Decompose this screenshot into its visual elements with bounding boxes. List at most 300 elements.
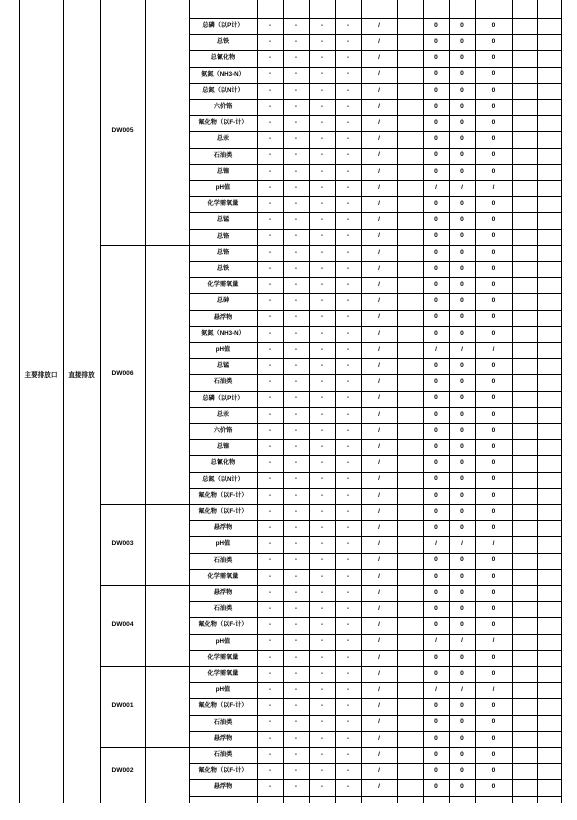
value-cell: [537, 553, 561, 569]
row-divider: [189, 245, 561, 246]
value-cell: 0: [460, 232, 464, 240]
row-divider: [189, 423, 561, 424]
value-cell: 0: [434, 442, 438, 450]
value-cell: -: [346, 734, 350, 742]
value-cell: 0: [460, 459, 464, 467]
value-cell: [537, 455, 561, 471]
value-cell: [537, 650, 561, 666]
parameter-name-cell: 总铁: [216, 38, 230, 46]
parameter-name-cell: 总镍: [216, 443, 230, 451]
discharge-mode-cell: 直接排放: [68, 371, 95, 379]
value-cell: -: [268, 491, 272, 499]
value-cell: [512, 682, 537, 698]
value-cell: /: [378, 766, 380, 774]
value-cell: 0: [491, 232, 496, 240]
value-cell: [537, 67, 561, 83]
value-cell: /: [492, 637, 495, 645]
value-cell: [397, 504, 423, 520]
value-cell: 0: [460, 151, 464, 159]
value-cell: -: [346, 783, 350, 791]
value-cell: 0: [491, 70, 496, 78]
value-cell: -: [268, 426, 272, 434]
value-cell: -: [320, 604, 324, 612]
value-cell: -: [320, 426, 324, 434]
value-cell: -: [346, 523, 350, 531]
value-cell: 0: [460, 167, 464, 175]
value-cell: 0: [434, 653, 438, 661]
value-cell: /: [378, 783, 380, 791]
value-cell: -: [320, 54, 324, 62]
value-cell: 0: [460, 702, 464, 710]
value-cell: [397, 34, 423, 50]
value-cell: 0: [460, 118, 464, 126]
value-cell: -: [268, 280, 272, 288]
value-cell: -: [294, 718, 298, 726]
value-cell: 0: [491, 588, 496, 596]
value-cell: [397, 601, 423, 617]
value-cell: -: [346, 621, 350, 629]
column-divider: [475, 0, 476, 803]
value-cell: -: [320, 232, 324, 240]
value-cell: [397, 472, 423, 488]
value-cell: 0: [434, 750, 438, 758]
value-cell: [397, 83, 423, 99]
value-cell: 0: [460, 37, 464, 45]
value-cell: [512, 342, 537, 358]
value-cell: [397, 569, 423, 585]
value-cell: 0: [434, 669, 438, 677]
value-cell: 0: [434, 572, 438, 580]
value-cell: 0: [491, 766, 496, 774]
parameter-name-cell: 悬浮物: [213, 313, 233, 321]
value-cell: -: [294, 459, 298, 467]
row-divider: [189, 310, 561, 311]
value-cell: [512, 196, 537, 212]
value-cell: 0: [491, 426, 496, 434]
value-cell: [537, 472, 561, 488]
value-cell: 0: [434, 394, 438, 402]
column-divider: [361, 0, 362, 803]
value-cell: [512, 520, 537, 536]
value-cell: /: [378, 135, 380, 143]
value-cell: -: [346, 475, 350, 483]
value-cell: [397, 747, 423, 763]
value-cell: [512, 148, 537, 164]
value-cell: -: [294, 540, 298, 548]
value-cell: [512, 617, 537, 633]
value-cell: 0: [434, 102, 438, 110]
value-cell: 0: [460, 475, 464, 483]
row-divider: [189, 617, 561, 618]
parameter-name-cell: pH值: [215, 686, 231, 694]
value-cell: [512, 423, 537, 439]
value-cell: 0: [434, 329, 438, 337]
value-cell: 0: [460, 248, 464, 256]
value-cell: [397, 779, 423, 795]
value-cell: 0: [491, 572, 496, 580]
value-cell: -: [268, 621, 272, 629]
value-cell: /: [378, 637, 380, 645]
value-cell: 0: [491, 783, 496, 791]
row-divider: [189, 229, 561, 230]
value-cell: /: [378, 183, 380, 191]
value-cell: -: [346, 70, 350, 78]
parameter-name-cell: 化学需氧量: [207, 281, 239, 289]
value-cell: [397, 731, 423, 747]
column-divider: [512, 0, 513, 803]
value-cell: [397, 131, 423, 147]
value-cell: [537, 536, 561, 552]
value-cell: -: [320, 151, 324, 159]
value-cell: -: [294, 151, 298, 159]
value-cell: 0: [491, 734, 496, 742]
value-cell: -: [294, 264, 298, 272]
value-cell: [512, 99, 537, 115]
row-divider: [189, 34, 561, 35]
parameter-name-cell: 氟化物（以F-计）: [198, 621, 248, 629]
value-cell: 0: [434, 604, 438, 612]
outlet-id-cell: DW001: [111, 702, 134, 710]
parameter-name-cell: pH值: [215, 183, 231, 191]
value-cell: /: [378, 621, 380, 629]
value-cell: /: [378, 459, 380, 467]
value-cell: [512, 18, 537, 34]
value-cell: [512, 747, 537, 763]
value-cell: [512, 326, 537, 342]
value-cell: [537, 779, 561, 795]
column-divider: [423, 0, 424, 803]
value-cell: [537, 617, 561, 633]
value-cell: -: [268, 783, 272, 791]
value-cell: 0: [434, 135, 438, 143]
value-cell: -: [346, 669, 350, 677]
value-cell: -: [320, 199, 324, 207]
row-divider: [189, 374, 561, 375]
value-cell: 0: [434, 248, 438, 256]
value-cell: -: [294, 734, 298, 742]
value-cell: 0: [460, 783, 464, 791]
value-cell: /: [378, 232, 380, 240]
value-cell: -: [268, 264, 272, 272]
value-cell: -: [320, 556, 324, 564]
value-cell: 0: [491, 216, 496, 224]
value-cell: -: [294, 70, 298, 78]
value-cell: -: [346, 394, 350, 402]
value-cell: -: [320, 297, 324, 305]
value-cell: -: [294, 685, 298, 693]
value-cell: [537, 682, 561, 698]
value-cell: /: [378, 151, 380, 159]
value-cell: /: [378, 507, 380, 515]
value-cell: -: [346, 86, 350, 94]
value-cell: [512, 536, 537, 552]
value-cell: 0: [491, 523, 496, 531]
parameter-name-cell: pH值: [215, 540, 231, 548]
parameter-name-cell: 氟化物（以F-计）: [198, 767, 248, 775]
value-cell: -: [346, 702, 350, 710]
value-cell: /: [378, 345, 380, 353]
value-cell: -: [320, 118, 324, 126]
value-cell: -: [320, 378, 324, 386]
value-cell: -: [268, 54, 272, 62]
parameter-name-cell: 总汞: [216, 135, 230, 143]
value-cell: 0: [434, 491, 438, 499]
value-cell: /: [378, 264, 380, 272]
row-divider: [189, 18, 561, 19]
value-cell: [397, 698, 423, 714]
value-cell: [512, 261, 537, 277]
value-cell: -: [320, 588, 324, 596]
value-cell: [537, 747, 561, 763]
value-cell: [537, 18, 561, 34]
value-cell: -: [346, 329, 350, 337]
value-cell: 0: [434, 378, 438, 386]
value-cell: -: [268, 167, 272, 175]
parameter-name-cell: 总铁: [216, 264, 230, 272]
value-cell: 0: [460, 378, 464, 386]
parameter-name-cell: 石油类: [213, 750, 233, 758]
value-cell: [512, 715, 537, 731]
value-cell: -: [268, 702, 272, 710]
value-cell: -: [320, 685, 324, 693]
value-cell: -: [320, 507, 324, 515]
value-cell: [537, 164, 561, 180]
value-cell: 0: [434, 232, 438, 240]
value-cell: -: [320, 280, 324, 288]
row-divider: [189, 731, 561, 732]
value-cell: -: [268, 199, 272, 207]
value-cell: [397, 148, 423, 164]
value-cell: -: [294, 394, 298, 402]
value-cell: [537, 83, 561, 99]
value-cell: 0: [460, 329, 464, 337]
value-cell: -: [320, 167, 324, 175]
value-cell: -: [320, 70, 324, 78]
column-divider: [145, 0, 146, 803]
value-cell: -: [346, 685, 350, 693]
value-cell: 0: [434, 523, 438, 531]
value-cell: 0: [460, 507, 464, 515]
value-cell: -: [294, 702, 298, 710]
value-cell: /: [378, 491, 380, 499]
value-cell: [512, 67, 537, 83]
value-cell: 0: [460, 21, 464, 29]
value-cell: [397, 407, 423, 423]
value-cell: 0: [491, 248, 496, 256]
value-cell: -: [320, 766, 324, 774]
value-cell: [537, 488, 561, 504]
value-cell: -: [294, 21, 298, 29]
row-divider: [189, 67, 561, 68]
row-divider: [189, 634, 561, 635]
value-cell: [537, 585, 561, 601]
value-cell: [537, 115, 561, 131]
value-cell: -: [268, 459, 272, 467]
value-cell: /: [378, 37, 380, 45]
value-cell: -: [294, 442, 298, 450]
value-cell: 0: [491, 167, 496, 175]
value-cell: 0: [491, 297, 496, 305]
value-cell: 0: [460, 442, 464, 450]
value-cell: [397, 374, 423, 390]
value-cell: -: [320, 459, 324, 467]
value-cell: [512, 455, 537, 471]
value-cell: [537, 698, 561, 714]
value-cell: 0: [434, 151, 438, 159]
value-cell: 0: [491, 151, 496, 159]
value-cell: -: [346, 232, 350, 240]
value-cell: [512, 779, 537, 795]
value-cell: [397, 50, 423, 66]
value-cell: -: [346, 151, 350, 159]
value-cell: -: [268, 232, 272, 240]
value-cell: -: [268, 750, 272, 758]
value-cell: -: [268, 410, 272, 418]
value-cell: -: [268, 378, 272, 386]
value-cell: -: [294, 523, 298, 531]
value-cell: -: [346, 766, 350, 774]
value-cell: 0: [434, 37, 438, 45]
value-cell: [537, 520, 561, 536]
value-cell: 0: [434, 118, 438, 126]
value-cell: -: [268, 70, 272, 78]
value-cell: 0: [460, 572, 464, 580]
value-cell: 0: [460, 766, 464, 774]
value-cell: /: [378, 556, 380, 564]
row-divider: [189, 50, 561, 51]
value-cell: [397, 585, 423, 601]
parameter-name-cell: 悬浮物: [213, 734, 233, 742]
row-divider: [189, 569, 561, 570]
row-divider: [189, 180, 561, 181]
value-cell: -: [346, 750, 350, 758]
value-cell: 0: [460, 653, 464, 661]
value-cell: /: [378, 86, 380, 94]
value-cell: 0: [460, 394, 464, 402]
value-cell: -: [268, 604, 272, 612]
value-cell: -: [268, 588, 272, 596]
value-cell: [537, 731, 561, 747]
value-cell: [397, 439, 423, 455]
value-cell: -: [346, 183, 350, 191]
value-cell: -: [346, 54, 350, 62]
value-cell: -: [268, 718, 272, 726]
value-cell: /: [435, 685, 437, 693]
value-cell: -: [320, 475, 324, 483]
value-cell: -: [346, 361, 350, 369]
value-cell: [397, 245, 423, 261]
value-cell: /: [378, 685, 380, 693]
value-cell: -: [294, 248, 298, 256]
value-cell: /: [378, 653, 380, 661]
value-cell: [537, 407, 561, 423]
parameter-name-cell: 总锰: [216, 362, 230, 370]
value-cell: -: [346, 345, 350, 353]
value-cell: -: [294, 637, 298, 645]
value-cell: /: [435, 637, 437, 645]
value-cell: 0: [491, 102, 496, 110]
value-cell: [512, 50, 537, 66]
outlet-id-cell: DW004: [111, 621, 134, 629]
value-cell: /: [378, 604, 380, 612]
value-cell: [512, 504, 537, 520]
parameter-name-cell: 六价铬: [213, 426, 233, 434]
parameter-name-cell: 化学需氧量: [207, 200, 239, 208]
value-cell: 0: [434, 621, 438, 629]
value-cell: 0: [491, 264, 496, 272]
value-cell: 0: [434, 313, 438, 321]
outlet-id-cell: DW005: [111, 127, 134, 135]
value-cell: /: [378, 572, 380, 580]
value-cell: 0: [491, 280, 496, 288]
value-cell: -: [294, 199, 298, 207]
parameter-name-cell: pH值: [215, 637, 231, 645]
value-cell: -: [268, 507, 272, 515]
value-cell: -: [268, 118, 272, 126]
value-cell: -: [294, 378, 298, 386]
value-cell: -: [268, 734, 272, 742]
value-cell: 0: [460, 280, 464, 288]
value-cell: -: [268, 313, 272, 321]
value-cell: -: [268, 183, 272, 191]
parameter-name-cell: 石油类: [213, 378, 233, 386]
value-cell: [397, 666, 423, 682]
value-cell: 0: [491, 459, 496, 467]
value-cell: /: [378, 523, 380, 531]
value-cell: -: [320, 37, 324, 45]
value-cell: -: [294, 669, 298, 677]
value-cell: 0: [460, 86, 464, 94]
value-cell: [537, 245, 561, 261]
value-cell: -: [294, 475, 298, 483]
value-cell: 0: [491, 718, 496, 726]
value-cell: 0: [491, 491, 496, 499]
value-cell: -: [320, 216, 324, 224]
row-divider: [189, 488, 561, 489]
value-cell: -: [320, 248, 324, 256]
value-cell: [537, 277, 561, 293]
value-cell: -: [268, 637, 272, 645]
value-cell: -: [320, 540, 324, 548]
value-cell: [512, 407, 537, 423]
row-divider: [189, 196, 561, 197]
value-cell: 0: [434, 86, 438, 94]
value-cell: 0: [491, 135, 496, 143]
value-cell: [537, 504, 561, 520]
value-cell: -: [268, 442, 272, 450]
value-cell: [537, 99, 561, 115]
value-cell: 0: [434, 167, 438, 175]
value-cell: /: [378, 297, 380, 305]
value-cell: [397, 293, 423, 309]
parameter-name-cell: pH值: [215, 345, 231, 353]
value-cell: /: [461, 345, 463, 353]
value-cell: 0: [491, 37, 496, 45]
value-cell: [537, 391, 561, 407]
value-cell: -: [346, 491, 350, 499]
value-cell: -: [346, 459, 350, 467]
value-cell: 0: [491, 604, 496, 612]
value-cell: [397, 67, 423, 83]
value-cell: -: [294, 167, 298, 175]
value-cell: /: [378, 248, 380, 256]
value-cell: -: [320, 702, 324, 710]
value-cell: -: [320, 410, 324, 418]
value-cell: -: [320, 637, 324, 645]
value-cell: [512, 553, 537, 569]
value-cell: -: [294, 588, 298, 596]
value-cell: -: [294, 621, 298, 629]
